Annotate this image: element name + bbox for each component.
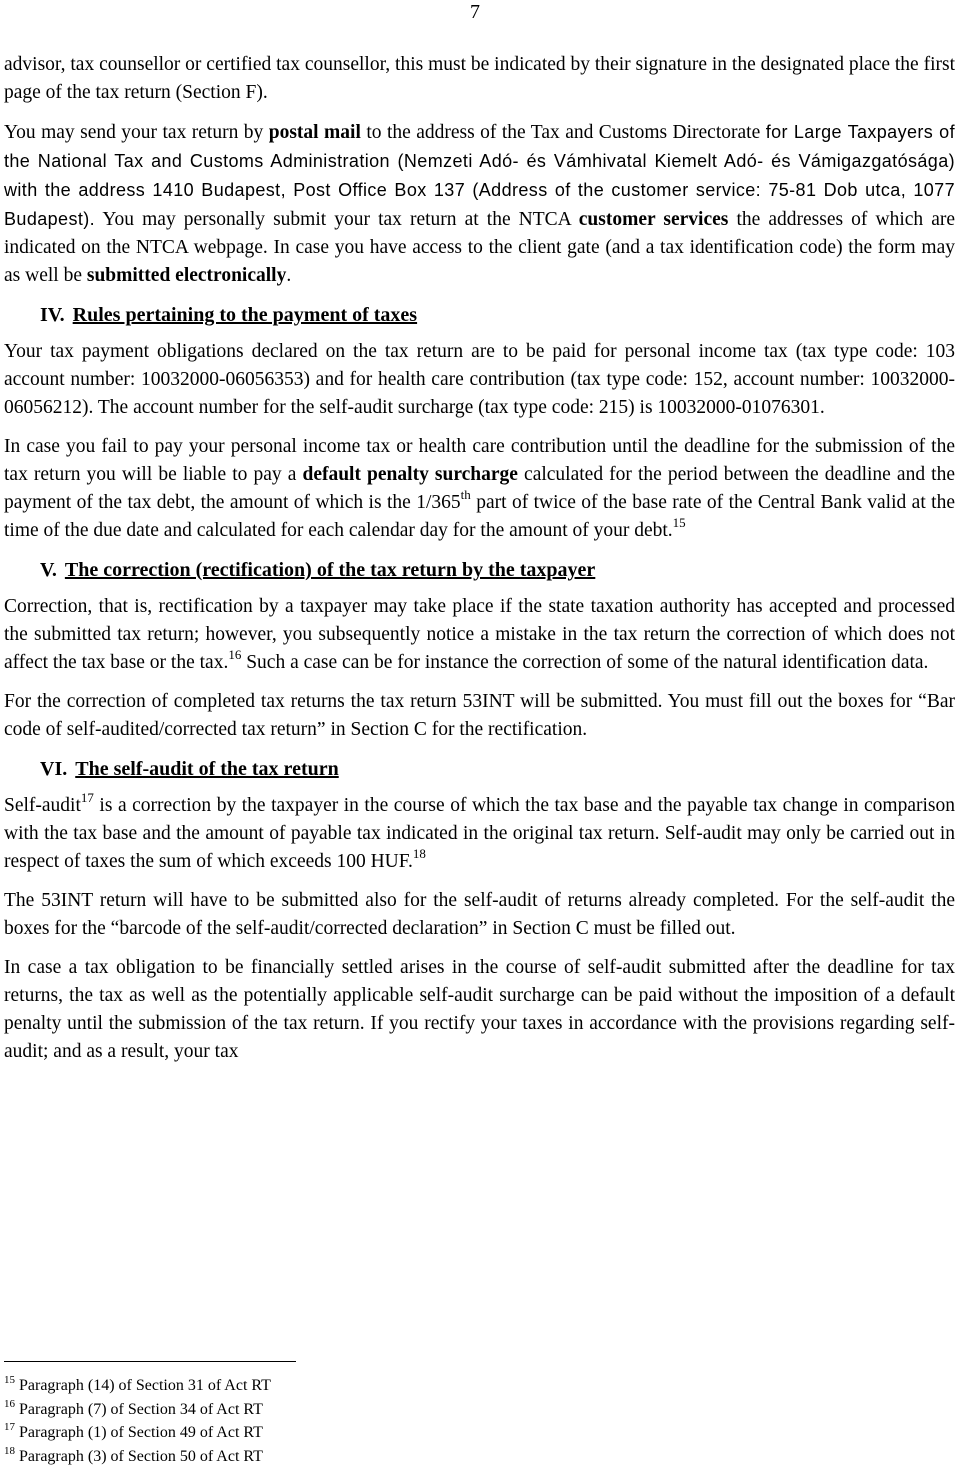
paragraph-correction: Correction, that is, rectification by a taxpayer may take place if the state taxation authority has accepted and processed the submitted tax return; however, you subsequently notice a mistake in the tax return the correction of which does not affect the tax base or the tax.$^{16}$ Such a case can be for instance the correction of some of the natural identification data.: [4, 596, 955, 673]
paragraph-financial-settlement: In case a tax obligation to be financially settled arises in the course of self-audit submitted after the deadline for tax returns, the tax as well as the potentially applicable self-audit surcharge can be paid without the imposition of a default penalty until the submission of the tax return. If you rectify your taxes in accordance with the provisions regarding self-audit; and as a result, your tax: [4, 957, 955, 1062]
footnote-15: $^{15}$ Paragraph (14) of Section 31 of Act RT: [4, 1374, 271, 1394]
paragraph-signature: advisor, tax counsellor or certified tax counsellor, this must be indicated by their signature in the designated place the first page of the tax return (Section F).: [4, 54, 955, 103]
paragraph-payment-accounts: Your tax payment obligations declared on the tax return are to be paid for personal income tax (tax type code: 103 account number: 10032000-06056353) and for health care contribution (tax type code: 152, account number: 10032000-06056212). The account number for the self-audit surcharge (tax type code: 215) is 10032000-01076301.: [4, 341, 955, 418]
section-heading-vi: VI. The self-audit of the tax return: [40, 758, 339, 780]
footnote-ref-18: 18: [412, 846, 426, 861]
paragraph-53int-self-audit: The 53INT return will have to be submitted also for the self-audit of returns already completed. For the self-audit the boxes for the “barcode of the self-audit/corrected declaration” in Section C must be filled out.: [4, 890, 955, 939]
footnote-separator: [4, 1361, 296, 1362]
paragraph-53int-correction: For the correction of completed tax returns the tax return 53INT will be submitted. You must fill out the boxes for “Bar code of self-audited/corrected tax return” in Section C for the rectification.: [4, 691, 955, 740]
footnote-ref-15: 15: [672, 515, 686, 530]
footnote-16: $^{16}$ Paragraph (7) of Section 34 of Act RT: [4, 1397, 263, 1418]
paragraph-postal-mail: You may send your tax return by postal mail to the address of the Tax and Customs Directorate for Large Taxpayers of the National Tax and Customs Administration (Nemzeti Adó- és Vámhivatal Kiemelt Adó- és Vámigazgatósága) with the address 1410 Budapest, Post Office Box 137 (Address of the customer service: 75-81 Dob utca, 1077 Budapest). You may personally submit your tax return at the NTCA customer services the addresses of which are indicated on the NTCA webpage. In case you have access to the client gate (and a tax identification code) the form may as well be submitted electronically.: [4, 122, 956, 286]
footnotes: [4, 1361, 296, 1468]
paragraph-default-penalty: In case you fail to pay your personal income tax or health care contribution until the deadline for the submission of the tax return you will be liable to pay a default penalty surcharge calculated for the period between the deadline and the payment of the tax debt, the amount of which is the 1/365th part of twice of the base rate of the Central Bank valid at the time of the due date and calculated for each calendar day for the amount of your debt.$^{15}$: [4, 436, 955, 541]
footnote-18: $^{18}$ Paragraph (3) of Section 50 of Act RT: [4, 1444, 263, 1465]
footnote-17: $^{17}$ Paragraph (1) of Section 49 of Act RT: [4, 1421, 263, 1441]
section-heading-iv: IV. Rules pertaining to the payment of taxes: [40, 304, 418, 326]
page-body: [4, 51, 955, 1077]
section-heading-v: V. The correction (rectification) of the tax return by the taxpayer: [40, 559, 596, 581]
page-number: 7: [470, 1, 480, 23]
directorate-address-text: for Large Taxpayers of the National Tax and Customs Administration (Nemzeti Adó- és Vámhivatal Kiemelt Adó- és Vámigazgatósága) with the address 1410 Budapest, Post Office Box 137 (Address of the customer service: 75-81 Dob utca, 1077 Budapest).: [4, 122, 955, 229]
footnote-ref-16: 16: [228, 647, 242, 662]
footnote-ref-17: 17: [80, 790, 94, 805]
paragraph-self-audit-definition: Self-audit$^{17}$ is a correction by the taxpayer in the course of which the tax base and the payable tax change in comparison with the tax base and the amount of payable tax indicated in the original tax return. Self-audit may only be carried out in respect of taxes the sum of which exceeds 100 HUF.$^{18}$: [4, 790, 955, 872]
